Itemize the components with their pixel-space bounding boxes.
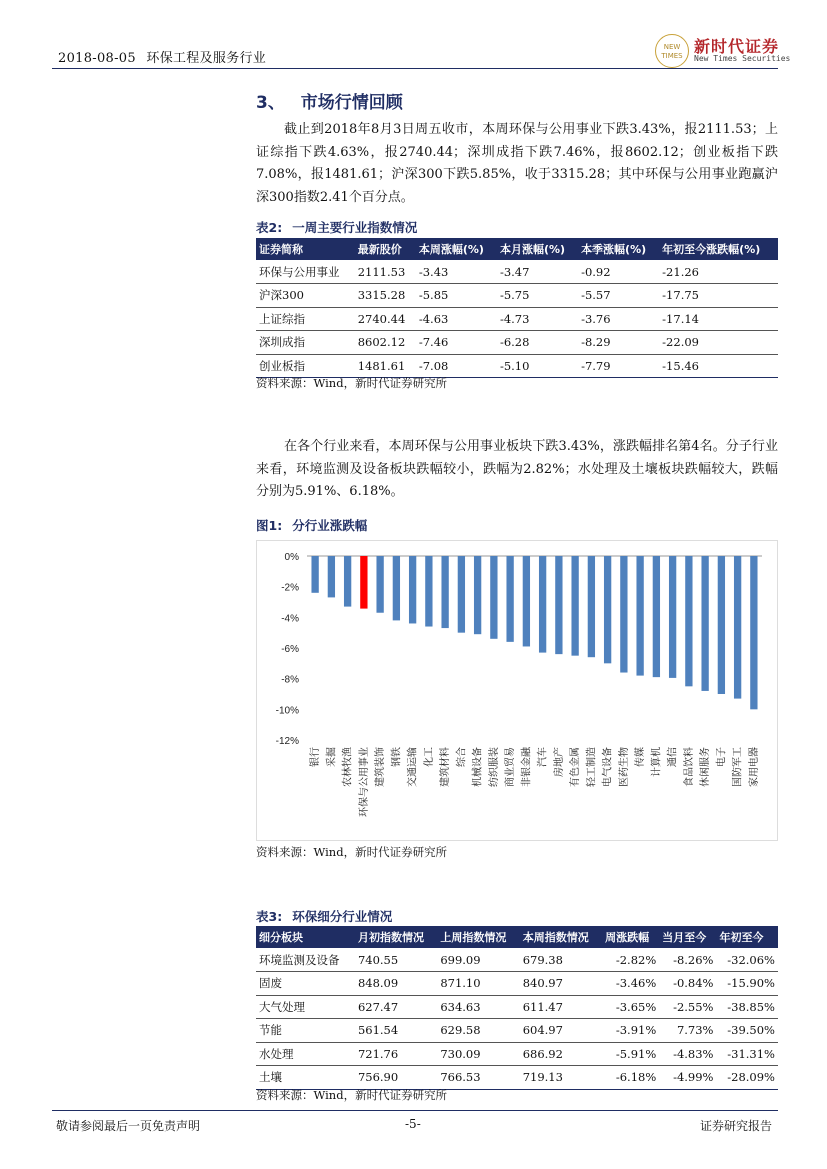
x-tick-label: 电气设备 [602,747,614,787]
table-cell: -2.55% [659,995,716,1019]
table-cell: -39.50% [716,1019,778,1043]
table-cell: 629.58 [437,1019,519,1043]
logo-badge: NEW TIMES [661,43,683,60]
table-row [256,948,778,972]
header-date: 2018-08-05 [58,51,136,66]
footer-report-type: 证券研究报告 [700,1119,773,1133]
bar-传媒 [636,556,643,676]
table-header-cell: 月初指数情况 [355,926,437,948]
table-cell: -15.90% [716,972,778,996]
table2-title: 一周主要行业指数情况 [292,220,418,235]
table3-title: 环保细分行业情况 [292,909,393,924]
table-cell: -32.06% [716,948,778,972]
table-cell: -5.57 [578,284,659,308]
x-tick-label: 轻工制造 [586,747,598,787]
sub-industry-table [256,926,778,1090]
market-review-paragraph: 截止到2018年8月3日周五收市，本周环保与公用事业下跌3.43%，报2111.53；上证综指下跌4.63%，报2740.44；深圳成指下跌7.46%，报8602.12；创业板指下跌7.08%，报1481.61；沪深300下跌5.85%，收于3315.28；其中环保与公用事业跑赢沪深300指数2.41个百分点。 [256,122,778,205]
x-tick-label: 汽车 [537,747,549,767]
table-cell: -3.47 [497,260,578,284]
table-cell: -3.76 [578,307,659,331]
table-row [256,284,778,308]
table3-label: 表3: [256,909,283,924]
table-cell: -8.29 [578,331,659,355]
table-cell: -17.14 [659,307,778,331]
company-logo [655,34,689,68]
table-cell: -17.75 [659,284,778,308]
table-row [256,260,778,284]
table-cell: 740.55 [355,948,437,972]
table-cell: -38.85% [716,995,778,1019]
table-cell: 8602.12 [355,331,416,355]
bar-电子 [718,556,725,694]
table-cell: -28.09% [716,1066,778,1090]
table-row [256,1019,778,1043]
table-row [256,331,778,355]
table-cell: -5.10 [497,354,578,378]
figure1-source: 资料来源：Wind，新时代证券研究所 [256,845,448,859]
table-cell: -4.63 [416,307,497,331]
bar-建筑装饰 [376,556,383,613]
table-cell: -7.46 [416,331,497,355]
bar-家用电器 [750,556,757,709]
table-cell: 水处理 [256,1042,355,1066]
table-cell: -4.73 [497,307,578,331]
x-tick-label: 计算机 [651,747,663,777]
x-tick-label: 房地产 [553,747,565,777]
industry-paragraph: 在各个行业来看，本周环保与公用事业板块下跌3.43%，涨跌幅排名第4名。分子行业来看，环境监测及设备板块跌幅较小，跌幅为2.82%；水处理及土壤板块跌幅较大，跌幅分别为5.91%、6.18%。 [256,439,778,499]
header-industry: 环保工程及服务行业 [146,51,267,66]
table-header-cell: 证券简称 [256,238,355,260]
table-cell: 699.09 [437,948,519,972]
bar-有色金属 [571,556,578,656]
bar-房地产 [555,556,562,654]
x-tick-label: 化工 [423,747,435,767]
footer-disclaimer: 敬请参阅最后一页免责声明 [56,1119,201,1133]
table-header-cell: 本月涨幅(%) [497,238,578,260]
table-cell: -3.91% [602,1019,659,1043]
index-table [256,238,778,378]
x-tick-label: 农林牧渔 [342,747,354,787]
bar-计算机 [653,556,660,677]
bar-医药生物 [620,556,627,673]
table-cell: 611.47 [520,995,602,1019]
table-row [256,1066,778,1090]
y-tick-label: -8% [281,674,299,686]
table-cell: -6.18% [602,1066,659,1090]
section-number: 3、 [256,93,285,113]
table-cell: -3.43 [416,260,497,284]
table-cell: 2111.53 [355,260,416,284]
bar-轻工制造 [588,556,595,657]
table-cell: 766.53 [437,1066,519,1090]
header-divider [52,68,778,69]
bar-食品饮料 [685,556,692,686]
table-cell: 7.73% [659,1019,716,1043]
table-cell: -6.28 [497,331,578,355]
bar-国防军工 [734,556,741,699]
x-tick-label: 钢铁 [391,747,403,767]
table-cell: 721.76 [355,1042,437,1066]
x-tick-label: 食品饮料 [683,747,695,787]
table-cell: 节能 [256,1019,355,1043]
table-cell: -31.31% [716,1042,778,1066]
table-row [256,354,778,378]
figure1-label: 图1: [256,518,283,533]
table-header-cell: 本周涨幅(%) [416,238,497,260]
bar-非银金融 [523,556,530,646]
table-cell: 561.54 [355,1019,437,1043]
table3-source: 资料来源：Wind，新时代证券研究所 [256,1088,448,1102]
x-tick-label: 电子 [716,747,728,767]
table-cell: 840.97 [520,972,602,996]
table-header-cell: 年初至今 [716,926,778,948]
x-tick-label: 非银金融 [521,747,533,787]
table-cell: -5.91% [602,1042,659,1066]
table-cell: -21.26 [659,260,778,284]
table-cell: -22.09 [659,331,778,355]
x-tick-label: 机械设备 [472,747,484,787]
table-cell: 679.38 [520,948,602,972]
x-tick-label: 环保与公用事业 [358,747,370,817]
table-cell: -7.08 [416,354,497,378]
table3-caption [256,907,392,925]
table-header-cell: 细分板块 [256,926,355,948]
x-tick-label: 交通运输 [407,747,419,787]
y-tick-label: -4% [281,613,299,625]
table-cell: 3315.28 [355,284,416,308]
y-tick-label: -6% [281,644,299,655]
table-header-cell: 周涨跌幅 [602,926,659,948]
y-tick-label: -12% [275,736,299,747]
logo-en: New Times Securities [694,54,791,63]
table-cell: 沪深300 [256,284,355,308]
table-cell: 686.92 [520,1042,602,1066]
x-tick-label: 休闲服务 [700,747,712,787]
bar-商业贸易 [506,556,513,642]
y-tick-label: -2% [281,582,299,594]
table-row [256,995,778,1019]
table-cell: 634.63 [437,995,519,1019]
figure1-title: 分行业涨跌幅 [292,518,368,533]
x-tick-label: 通信 [667,747,679,767]
x-tick-label: 银行 [310,747,322,767]
bar-建筑材料 [441,556,448,628]
bar-采掘 [328,556,335,597]
x-tick-label: 商业贸易 [505,747,517,787]
table-header-cell: 年初至今涨跌幅(%) [659,238,778,260]
x-tick-label: 建筑装饰 [375,747,387,787]
table-header-cell: 当月至今 [659,926,716,948]
x-tick-label: 家用电器 [748,747,760,787]
table2-source: 资料来源：Wind，新时代证券研究所 [256,376,448,390]
table-cell: 627.47 [355,995,437,1019]
table-cell: 环境监测及设备 [256,948,355,972]
table-row [256,1042,778,1066]
table-header-cell: 上周指数情况 [437,926,519,948]
table-cell: 1481.61 [355,354,416,378]
x-tick-label: 传媒 [635,747,647,767]
table-header-cell: 本周指数情况 [520,926,602,948]
figure1-caption [256,516,367,534]
table-cell: -3.46% [602,972,659,996]
bar-汽车 [539,556,546,653]
logo-cn: 新时代证券 [694,37,780,56]
bar-环保与公用事业 [360,556,367,609]
bar-农林牧渔 [344,556,351,607]
footer-divider [52,1110,778,1111]
chart-svg [257,541,777,840]
table-cell: 2740.44 [355,307,416,331]
footer-page-number: -5- [405,1117,421,1131]
table-cell: -7.79 [578,354,659,378]
x-tick-label: 国防军工 [732,747,744,787]
table-row [256,972,778,996]
header-title [58,47,266,66]
table-cell: -8.26% [659,948,716,972]
table-cell: 环保与公用事业 [256,260,355,284]
table-cell: 创业板指 [256,354,355,378]
section-heading: 市场行情回顾 [300,93,403,113]
table-cell: 深圳成指 [256,331,355,355]
x-tick-label: 医药生物 [618,747,630,787]
table-cell: 871.10 [437,972,519,996]
table-cell: 756.90 [355,1066,437,1090]
bar-化工 [425,556,432,627]
bar-银行 [311,556,318,593]
table-cell: -5.75 [497,284,578,308]
table-cell: -4.83% [659,1042,716,1066]
section-title [256,88,403,113]
table-header-cell: 本季涨幅(%) [578,238,659,260]
y-tick-label: 0% [284,552,299,563]
table-cell: 上证综指 [256,307,355,331]
table2-caption [256,218,417,236]
table-cell: -5.85 [416,284,497,308]
bar-机械设备 [474,556,481,634]
table-cell: -0.92 [578,260,659,284]
x-tick-label: 有色金属 [570,747,582,787]
table-cell: -3.65% [602,995,659,1019]
bar-纺织服装 [490,556,497,639]
x-tick-label: 纺织服装 [488,747,500,787]
table-header-cell: 最新股价 [355,238,416,260]
bar-钢铁 [393,556,400,620]
industry-change-chart [256,540,778,841]
bar-交通运输 [409,556,416,623]
table-cell: 土壤 [256,1066,355,1090]
x-tick-label: 采掘 [326,747,338,767]
y-tick-label: -10% [275,705,299,717]
table-cell: 604.97 [520,1019,602,1043]
table-cell: 固废 [256,972,355,996]
table-cell: 848.09 [355,972,437,996]
bar-通信 [669,556,676,678]
bar-休闲服务 [701,556,708,691]
x-tick-label: 综合 [456,747,468,767]
table-cell: 730.09 [437,1042,519,1066]
table-cell: -4.99% [659,1066,716,1090]
table-cell: 大气处理 [256,995,355,1019]
table-cell: -2.82% [602,948,659,972]
table-cell: 719.13 [520,1066,602,1090]
table-cell: -15.46 [659,354,778,378]
table-cell: -0.84% [659,972,716,996]
bar-综合 [458,556,465,633]
bar-电气设备 [604,556,611,663]
x-tick-label: 建筑材料 [440,747,452,787]
table2-label: 表2: [256,220,283,235]
table-row [256,307,778,331]
